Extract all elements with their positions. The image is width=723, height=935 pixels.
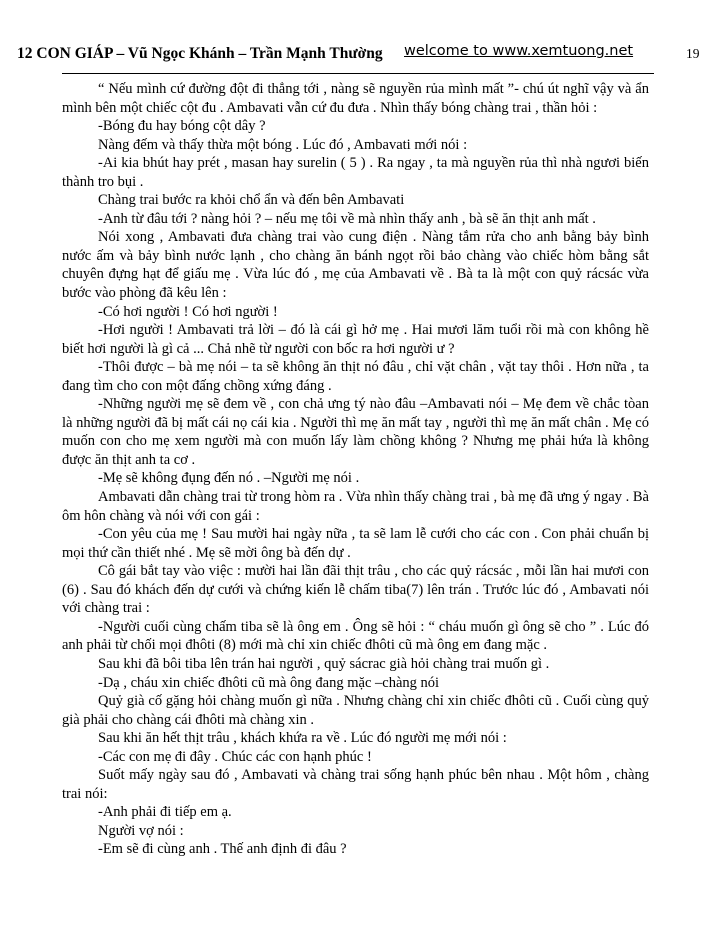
paragraph: Ambavati dẫn chàng trai từ trong hòm ra . Vừa nhìn thấy chàng trai , bà mẹ đã ưng ý ngay . Bà ôm hôn chàng và nói với con gái : [62, 489, 649, 524]
paragraph: -Có hơi người ! Có hơi người ! [98, 303, 278, 320]
paragraph: -Bóng đu hay bóng cột dây ? [98, 118, 266, 135]
paragraph: -Hơi người ! Ambavati trả lời – đó là cái gì hở mẹ . Hai mươi lăm tuổi rồi mà con không hề biết hơi người là gì cả ... Chả nhẽ từ người con bốc ra hơi người ư ? [62, 322, 649, 357]
site-link[interactable]: welcome to www.xemtuong.net [404, 43, 634, 59]
paragraph: Cô gái bắt tay vào việc : mười hai lần đãi thịt trâu , cho các quỷ rácsác , mỗi lần hai mươi con (6) . Sau đó khách đến dự cưới và chứng kiến lễ chấm tiba(7) lên trán . Trước lúc đó , Ambavati nói với chàng trai : [62, 563, 649, 617]
paragraph: Nàng đếm và thấy thừa một bóng . Lúc đó , Ambavati mới nói : [98, 136, 468, 153]
paragraph: Chàng trai bước ra khỏi chổ ẩn và đến bên Ambavati [98, 192, 405, 209]
paragraph: -Thôi được – bà mẹ nói – ta sẽ không ăn thịt nó đâu , chỉ vặt chân , vặt tay thôi . Hơn nữa , ta đang tìm cho con một đấng chồng xứng đáng . [62, 359, 649, 394]
paragraph: -Các con mẹ đi đây . Chúc các con hạnh phúc ! [98, 748, 372, 765]
paragraph: Nói xong , Ambavati đưa chàng trai vào cung điện . Nàng tắm rửa cho anh bằng bảy bình nước ấm và bảy bình nước lạnh , cho chàng ăn bánh ngọt rồi bảo chàng vào chiếc hòm bằng sắt chuyên đựng hạt để giấu mẹ . Vừa lúc đó , mẹ của Ambavati về . Bà ta là một con quỷ rácsác vừa bước vào phòng đã kêu lên : [62, 229, 649, 302]
header-divider [62, 73, 654, 74]
paragraph: “ Nếu mình cứ đường đột đi thẳng tới , nàng sẽ nguyền rủa mình mất ”- chú út nghĩ vậy và ẩn mình bên một chiếc cột đu . Ambavati vẫn cứ đu đưa . Nhìn thấy bóng chàng trai , thần hỏi : [62, 81, 649, 116]
paragraph: Người vợ nói : [98, 822, 184, 839]
paragraph: Sau khi ăn hết thịt trâu , khách khứa ra về . Lúc đó người mẹ mới nói : [98, 730, 507, 747]
paragraph: Quỷ già cố gặng hỏi chàng muốn gì nữa . Nhưng chàng chỉ xin chiếc đhôti cũ . Cuối cùng quỷ già phải cho chàng cái đhôti mà chàng xin . [62, 693, 649, 728]
paragraph: -Dạ , cháu xin chiếc đhôti cũ mà ông đang mặc –chàng nói [98, 674, 440, 691]
page-body [62, 80, 649, 859]
paragraph: -Mẹ sẽ không đụng đến nó . –Người mẹ nói . [98, 470, 360, 487]
paragraph: Suốt mấy ngày sau đó , Ambavati và chàng trai sống hạnh phúc bên nhau . Một hôm , chàng trai nói: [62, 767, 649, 802]
paragraph: -Con yêu của mẹ ! Sau mười hai ngày nữa , ta sẽ lam lễ cưới cho các con . Con phải chuẩn bị mọi thứ cần thiết nhé . Mẹ sẽ mời ông bà đến dự . [62, 526, 649, 561]
paragraph: -Những người mẹ sẽ đem về , con chả ưng tý nào đâu –Ambavati nói – Mẹ đem về chắc tòan là những người đã bị mất cái nọ cái kia . Người thì mẹ ăn mất tay , người thì mẹ ăn mất chân . Mẹ có muốn con cho mẹ xem người mà con muốn lấy làm chồng không ? Nhưng mẹ phải hứa là không được ăn thịt anh ta cơ . [62, 396, 649, 468]
paragraph: -Người cuối cùng chấm tiba sẽ là ông em . Ông sẽ hỏi : “ cháu muốn gì ông sẽ cho ” . Lúc đó anh phải từ chối mọi đhôti (8) mới mà chỉ xin chiếc đhôti cũ mà ông em đang mặc . [62, 618, 649, 654]
page-number: 19 [686, 46, 700, 61]
paragraph: -Em sẽ đi cùng anh . Thế anh định đi đâu ? [98, 841, 347, 858]
paragraph: -Ai kia bhút hay prét , masan hay surelin ( 5 ) . Ra ngay , ta mà nguyền rủa thì nhà ngươi biến thành tro bụi . [62, 155, 649, 190]
book-title: 12 CON GIÁP – Vũ Ngọc Khánh – Trần Mạnh Thường [17, 45, 383, 62]
paragraph: Sau khi đã bôi tiba lên trán hai người , quỷ sácrac già hỏi chàng trai muốn gì . [98, 655, 550, 672]
paragraph: -Anh phải đi tiếp em ạ. [98, 804, 232, 821]
paragraph: -Anh từ đâu tới ? nàng hỏi ? – nếu mẹ tôi về mà nhìn thấy anh , bà sẽ ăn thịt anh mất . [98, 210, 596, 227]
